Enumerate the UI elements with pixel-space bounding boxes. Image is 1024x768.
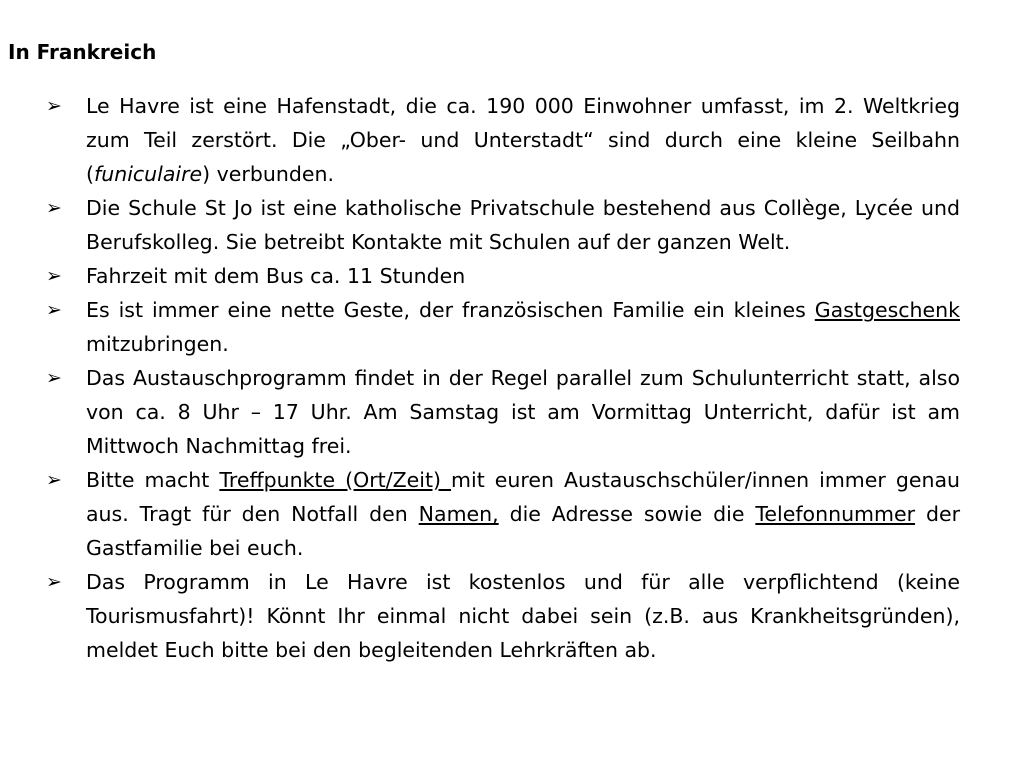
bullet-item-le-havre [46,89,960,191]
italic-term-funiculaire: funiculaire [94,162,203,186]
slide-title: In Frankreich [8,40,157,64]
bullet-item-schedule [46,361,960,463]
arrow-bullet-icon: ➢ [46,367,62,389]
underlined-gastgeschenk: Gastgeschenk [814,298,960,322]
arrow-bullet-icon: ➢ [46,95,62,117]
bullet-item-program [46,565,960,667]
bullet-text: Das Programm in Le Havre ist kostenlos und für alle verpflichtend (keine Tourismusfahrt)! Könnt Ihr einmal nicht dabei sein (z.B. aus Krankheitsgründen), meldet Euch bitte bei den begleitenden Lehrkräften ab. [86,570,960,662]
arrow-bullet-icon: ➢ [46,571,62,593]
bullet-text: Le Havre ist eine Hafenstadt, die ca. 190 000 Einwohner umfasst, im 2. Weltkrieg zum Teil zerstört. Die „Ober- und Unterstadt“ sind durch eine kleine Seilbahn (funiculaire) verbunden. [86,94,960,186]
bullet-list [46,89,960,667]
bullet-item-school [46,191,960,259]
bullet-text: Bitte macht Treffpunkte (Ort/Zeit) mit euren Austauschschüler/innen immer genau aus. Tragt für den Notfall den Namen, die Adresse sowie die Telefonnummer der Gastfamilie bei euch. [86,468,961,560]
bullet-item-gift [46,293,960,361]
bullet-item-bus-time [46,259,960,293]
arrow-bullet-icon: ➢ [46,197,62,219]
arrow-bullet-icon: ➢ [46,299,62,321]
arrow-bullet-icon: ➢ [46,469,62,491]
underlined-treffpunkte: Treffpunkte (Ort/Zeit) [219,468,452,492]
bullet-text: Das Austauschprogramm findet in der Regel parallel zum Schulunterricht statt, also von ca. 8 Uhr – 17 Uhr. Am Samstag ist am Vormittag Unterricht, dafür ist am Mittwoch Nachmittag frei. [86,366,960,458]
bullet-item-meeting-points [46,463,960,565]
bullet-text: Die Schule St Jo ist eine katholische Privatschule bestehend aus Collège, Lycée und Berufskolleg. Sie betreibt Kontakte mit Schulen auf der ganzen Welt. [86,196,960,254]
underlined-telefonnummer: Telefonnummer [755,502,916,526]
underlined-namen: Namen, [418,502,499,526]
bullet-text: Es ist immer eine nette Geste, der französischen Familie ein kleines Gastgeschenk mitzubringen. [86,298,960,356]
bullet-text: Fahrzeit mit dem Bus ca. 11 Stunden [86,264,466,288]
arrow-bullet-icon: ➢ [46,265,62,287]
